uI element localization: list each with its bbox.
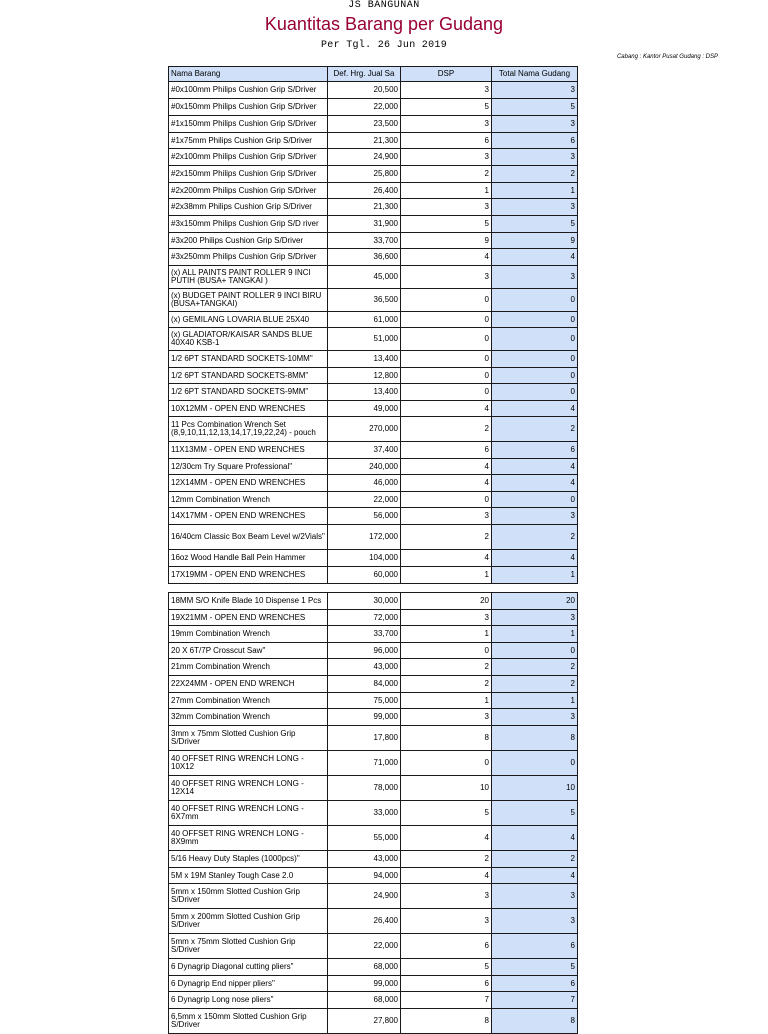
table-row	[169, 249, 578, 266]
total-qty-cell: 5	[492, 216, 578, 233]
total-qty-cell: 0	[492, 289, 578, 312]
dsp-qty-cell: 4	[401, 401, 492, 417]
price-cell: 55,000	[328, 826, 401, 851]
table-row	[169, 826, 578, 851]
dsp-qty-cell: 4	[401, 550, 492, 567]
dsp-qty-cell: 3	[401, 709, 492, 726]
total-qty-cell: 6	[492, 934, 578, 959]
total-qty-cell: 3	[492, 149, 578, 166]
total-qty-cell: 1	[492, 693, 578, 709]
total-qty-cell: 3	[492, 884, 578, 909]
inventory-table-part-1	[168, 66, 578, 584]
dsp-qty-cell: 0	[401, 643, 492, 659]
price-cell: 36,600	[328, 249, 401, 266]
item-name-cell: 12/30cm Try Square Professional"	[169, 459, 328, 475]
table-row	[169, 183, 578, 199]
item-name-cell: (x) BUDGET PAINT ROLLER 9 INCI BIRU (BUSA+TANGKAI)	[169, 289, 328, 312]
total-qty-cell: 5	[492, 99, 578, 116]
price-cell: 24,900	[328, 884, 401, 909]
table-row	[169, 384, 578, 401]
item-name-cell: #2x100mm Philips Cushion Grip S/Driver	[169, 149, 328, 166]
table-row	[169, 459, 578, 475]
dsp-qty-cell: 3	[401, 266, 492, 289]
price-cell: 13,400	[328, 351, 401, 368]
dsp-qty-cell: 2	[401, 659, 492, 676]
dsp-qty-cell: 2	[401, 851, 492, 868]
table-row	[169, 289, 578, 312]
total-qty-cell: 6	[492, 976, 578, 992]
dsp-qty-cell: 0	[401, 312, 492, 328]
item-name-cell: 5/16 Heavy Duty Staples (1000pcs)"	[169, 851, 328, 868]
table-row	[169, 851, 578, 868]
price-cell: 36,500	[328, 289, 401, 312]
table-row	[169, 368, 578, 384]
column-header-total: Total Nama Gudang	[492, 67, 578, 82]
table-row	[169, 959, 578, 976]
report-date: Per Tgl. 26 Jun 2019	[320, 40, 448, 51]
dsp-qty-cell: 3	[401, 610, 492, 626]
total-qty-cell: 3	[492, 266, 578, 289]
dsp-qty-cell: 2	[401, 417, 492, 442]
total-qty-cell: 6	[492, 133, 578, 149]
total-qty-cell: 5	[492, 801, 578, 826]
item-name-cell: 5mm x 75mm Slotted Cushion Grip S/Driver	[169, 934, 328, 959]
price-cell: 37,400	[328, 442, 401, 459]
table-row	[169, 976, 578, 992]
price-cell: 22,000	[328, 99, 401, 116]
table-row	[169, 199, 578, 216]
price-cell: 78,000	[328, 776, 401, 801]
item-name-cell: 22X24MM - OPEN END WRENCH	[169, 676, 328, 693]
price-cell: 24,900	[328, 149, 401, 166]
dsp-qty-cell: 9	[401, 233, 492, 249]
item-name-cell: #0x150mm Philips Cushion Grip S/Driver	[169, 99, 328, 116]
dsp-qty-cell: 1	[401, 626, 492, 643]
table-row	[169, 776, 578, 801]
item-name-cell: (x) GLADIATOR/KAISAR SANDS BLUE 40X40 KSB-1	[169, 328, 328, 351]
dsp-qty-cell: 0	[401, 328, 492, 351]
dsp-qty-cell: 3	[401, 909, 492, 934]
column-header-price: Def. Hrg. Jual Sa	[328, 67, 401, 82]
price-cell: 270,000	[328, 417, 401, 442]
dsp-qty-cell: 20	[401, 593, 492, 610]
table-row	[169, 550, 578, 567]
item-name-cell: #3x200 Philips Cushion Grip S/Driver	[169, 233, 328, 249]
dsp-qty-cell: 0	[401, 351, 492, 368]
total-qty-cell: 1	[492, 567, 578, 584]
total-qty-cell: 4	[492, 249, 578, 266]
dsp-qty-cell: 8	[401, 1009, 492, 1034]
price-cell: 27,800	[328, 1009, 401, 1034]
price-cell: 26,400	[328, 183, 401, 199]
total-qty-cell: 10	[492, 776, 578, 801]
table-row	[169, 82, 578, 99]
branch-warehouse-info: Cabang : Kantor Pusat Gudang : DSP	[616, 54, 718, 60]
item-name-cell: 40 OFFSET RING WRENCH LONG - 12X14	[169, 776, 328, 801]
price-cell: 99,000	[328, 709, 401, 726]
item-name-cell: 16oz Wood Handle Ball Pein Hammer	[169, 550, 328, 567]
dsp-qty-cell: 0	[401, 368, 492, 384]
total-qty-cell: 3	[492, 709, 578, 726]
price-cell: 72,000	[328, 610, 401, 626]
price-cell: 84,000	[328, 676, 401, 693]
table-row	[169, 643, 578, 659]
dsp-qty-cell: 7	[401, 992, 492, 1009]
table-row	[169, 166, 578, 183]
total-qty-cell: 2	[492, 166, 578, 183]
item-name-cell: #0x100mm Philips Cushion Grip S/Driver	[169, 82, 328, 99]
price-cell: 20,500	[328, 82, 401, 99]
dsp-qty-cell: 4	[401, 459, 492, 475]
table-row	[169, 149, 578, 166]
table-row	[169, 328, 578, 351]
dsp-qty-cell: 6	[401, 976, 492, 992]
dsp-qty-cell: 2	[401, 676, 492, 693]
item-name-cell: 40 OFFSET RING WRENCH LONG - 8X9mm	[169, 826, 328, 851]
dsp-qty-cell: 1	[401, 567, 492, 584]
dsp-qty-cell: 5	[401, 216, 492, 233]
price-cell: 21,300	[328, 199, 401, 216]
total-qty-cell: 3	[492, 508, 578, 525]
table-header-row	[169, 67, 578, 82]
total-qty-cell: 3	[492, 909, 578, 934]
price-cell: 33,000	[328, 801, 401, 826]
dsp-qty-cell: 3	[401, 149, 492, 166]
table-row	[169, 401, 578, 417]
item-name-cell: 5mm x 150mm Slotted Cushion Grip S/Driver	[169, 884, 328, 909]
price-cell: 99,000	[328, 976, 401, 992]
table-row	[169, 417, 578, 442]
total-qty-cell: 4	[492, 401, 578, 417]
table-row	[169, 567, 578, 584]
total-qty-cell: 0	[492, 328, 578, 351]
item-name-cell: 5mm x 200mm Slotted Cushion Grip S/Driver	[169, 909, 328, 934]
dsp-qty-cell: 4	[401, 475, 492, 492]
dsp-qty-cell: 1	[401, 183, 492, 199]
table-row	[169, 676, 578, 693]
table-row	[169, 99, 578, 116]
item-name-cell: #2x200mm Philips Cushion Grip S/Driver	[169, 183, 328, 199]
table-row	[169, 442, 578, 459]
item-name-cell: 27mm Combination Wrench	[169, 693, 328, 709]
item-name-cell: 6 Dynagrip Long nose pliers"	[169, 992, 328, 1009]
table-row	[169, 593, 578, 610]
total-qty-cell: 4	[492, 826, 578, 851]
table-row	[169, 751, 578, 776]
dsp-qty-cell: 5	[401, 801, 492, 826]
dsp-qty-cell: 3	[401, 82, 492, 99]
price-cell: 33,700	[328, 233, 401, 249]
total-qty-cell: 3	[492, 82, 578, 99]
table-row	[169, 726, 578, 751]
price-cell: 17,800	[328, 726, 401, 751]
price-cell: 45,000	[328, 266, 401, 289]
table-row	[169, 659, 578, 676]
item-name-cell: 5M x 19M Stanley Tough Case 2.0	[169, 868, 328, 884]
price-cell: 61,000	[328, 312, 401, 328]
total-qty-cell: 2	[492, 417, 578, 442]
total-qty-cell: 0	[492, 312, 578, 328]
item-name-cell: #1x150mm Philips Cushion Grip S/Driver	[169, 116, 328, 133]
dsp-qty-cell: 6	[401, 934, 492, 959]
column-header-dsp: DSP	[401, 67, 492, 82]
item-name-cell: 6 Dynagrip Diagonal cutting pliers"	[169, 959, 328, 976]
table-row	[169, 525, 578, 550]
table-row	[169, 133, 578, 149]
total-qty-cell: 6	[492, 442, 578, 459]
table-row	[169, 475, 578, 492]
price-cell: 12,800	[328, 368, 401, 384]
dsp-qty-cell: 6	[401, 442, 492, 459]
item-name-cell: 1/2 6PT STANDARD SOCKETS-9MM"	[169, 384, 328, 401]
dsp-qty-cell: 10	[401, 776, 492, 801]
price-cell: 51,000	[328, 328, 401, 351]
total-qty-cell: 2	[492, 851, 578, 868]
report-title: Kuantitas Barang per Gudang	[264, 14, 504, 34]
price-cell: 75,000	[328, 693, 401, 709]
total-qty-cell: 3	[492, 116, 578, 133]
price-cell: 25,800	[328, 166, 401, 183]
table-row	[169, 508, 578, 525]
item-name-cell: #2x150mm Philips Cushion Grip S/Driver	[169, 166, 328, 183]
dsp-qty-cell: 1	[401, 693, 492, 709]
dsp-qty-cell: 4	[401, 826, 492, 851]
table-row	[169, 492, 578, 508]
total-qty-cell: 20	[492, 593, 578, 610]
item-name-cell: 1/2 6PT STANDARD SOCKETS-10MM"	[169, 351, 328, 368]
total-qty-cell: 5	[492, 959, 578, 976]
price-cell: 43,000	[328, 659, 401, 676]
dsp-qty-cell: 5	[401, 959, 492, 976]
price-cell: 60,000	[328, 567, 401, 584]
total-qty-cell: 2	[492, 525, 578, 550]
price-cell: 22,000	[328, 492, 401, 508]
total-qty-cell: 8	[492, 1009, 578, 1034]
dsp-qty-cell: 4	[401, 249, 492, 266]
price-cell: 240,000	[328, 459, 401, 475]
item-name-cell: 6 Dynagrip End nipper pliers"	[169, 976, 328, 992]
total-qty-cell: 4	[492, 459, 578, 475]
price-cell: 56,000	[328, 508, 401, 525]
table-row	[169, 884, 578, 909]
total-qty-cell: 0	[492, 384, 578, 401]
dsp-qty-cell: 0	[401, 289, 492, 312]
price-cell: 22,000	[328, 934, 401, 959]
item-name-cell: #3x150mm Philips Cushion Grip S/D river	[169, 216, 328, 233]
table-row	[169, 909, 578, 934]
dsp-qty-cell: 8	[401, 726, 492, 751]
total-qty-cell: 0	[492, 492, 578, 508]
price-cell: 68,000	[328, 992, 401, 1009]
total-qty-cell: 8	[492, 726, 578, 751]
item-name-cell: 10X12MM - OPEN END WRENCHES	[169, 401, 328, 417]
company-name: JS BANGUNAN	[348, 0, 420, 11]
table-row	[169, 233, 578, 249]
total-qty-cell: 4	[492, 868, 578, 884]
total-qty-cell: 2	[492, 676, 578, 693]
inventory-table-part-2	[168, 592, 578, 1034]
table-row	[169, 1009, 578, 1034]
item-name-cell: 11 Pcs Combination Wrench Set (8,9,10,11,12,13,14,17,19,22,24) - pouch	[169, 417, 328, 442]
item-name-cell: 40 OFFSET RING WRENCH LONG - 6X7mm	[169, 801, 328, 826]
item-name-cell: 12X14MM - OPEN END WRENCHES	[169, 475, 328, 492]
total-qty-cell: 4	[492, 550, 578, 567]
table-row	[169, 709, 578, 726]
total-qty-cell: 3	[492, 610, 578, 626]
item-name-cell: (x) ALL PAINTS PAINT ROLLER 9 INCI PUTIH (BUSA+ TANGKAI )	[169, 266, 328, 289]
price-cell: 31,900	[328, 216, 401, 233]
item-name-cell: 40 OFFSET RING WRENCH LONG - 10X12	[169, 751, 328, 776]
dsp-qty-cell: 3	[401, 199, 492, 216]
item-name-cell: 18MM S/O Knife Blade 10 Dispense 1 Pcs	[169, 593, 328, 610]
price-cell: 104,000	[328, 550, 401, 567]
price-cell: 23,500	[328, 116, 401, 133]
price-cell: 49,000	[328, 401, 401, 417]
dsp-qty-cell: 2	[401, 525, 492, 550]
item-name-cell: (x) GEMILANG LOVARIA BLUE 25X40	[169, 312, 328, 328]
dsp-qty-cell: 3	[401, 508, 492, 525]
table-row	[169, 116, 578, 133]
dsp-qty-cell: 3	[401, 116, 492, 133]
dsp-qty-cell: 6	[401, 133, 492, 149]
total-qty-cell: 1	[492, 183, 578, 199]
item-name-cell: 21mm Combination Wrench	[169, 659, 328, 676]
total-qty-cell: 2	[492, 659, 578, 676]
item-name-cell: 19X21MM - OPEN END WRENCHES	[169, 610, 328, 626]
item-name-cell: 20 X 6T/7P Crosscut Saw"	[169, 643, 328, 659]
item-name-cell: #3x250mm Philips Cushion Grip S/Driver	[169, 249, 328, 266]
price-cell: 30,000	[328, 593, 401, 610]
item-name-cell: #2x38mm Philips Cushion Grip S/Driver	[169, 199, 328, 216]
item-name-cell: #1x75mm Philips Cushion Grip S/Driver	[169, 133, 328, 149]
dsp-qty-cell: 3	[401, 884, 492, 909]
price-cell: 46,000	[328, 475, 401, 492]
table-row	[169, 216, 578, 233]
table-row	[169, 351, 578, 368]
dsp-qty-cell: 0	[401, 384, 492, 401]
total-qty-cell: 0	[492, 643, 578, 659]
item-name-cell: 19mm Combination Wrench	[169, 626, 328, 643]
price-cell: 172,000	[328, 525, 401, 550]
item-name-cell: 17X19MM - OPEN END WRENCHES	[169, 567, 328, 584]
dsp-qty-cell: 5	[401, 99, 492, 116]
price-cell: 13,400	[328, 384, 401, 401]
price-cell: 33,700	[328, 626, 401, 643]
table-row	[169, 801, 578, 826]
price-cell: 21,300	[328, 133, 401, 149]
dsp-qty-cell: 0	[401, 492, 492, 508]
dsp-qty-cell: 4	[401, 868, 492, 884]
price-cell: 94,000	[328, 868, 401, 884]
item-name-cell: 6,5mm x 150mm Slotted Cushion Grip S/Driver	[169, 1009, 328, 1034]
item-name-cell: 1/2 6PT STANDARD SOCKETS-8MM"	[169, 368, 328, 384]
dsp-qty-cell: 2	[401, 166, 492, 183]
item-name-cell: 14X17MM - OPEN END WRENCHES	[169, 508, 328, 525]
price-cell: 43,000	[328, 851, 401, 868]
total-qty-cell: 0	[492, 351, 578, 368]
table-row	[169, 266, 578, 289]
dsp-qty-cell: 0	[401, 751, 492, 776]
price-cell: 96,000	[328, 643, 401, 659]
total-qty-cell: 0	[492, 368, 578, 384]
item-name-cell: 32mm Combination Wrench	[169, 709, 328, 726]
total-qty-cell: 3	[492, 199, 578, 216]
price-cell: 71,000	[328, 751, 401, 776]
total-qty-cell: 4	[492, 475, 578, 492]
item-name-cell: 16/40cm Classic Box Beam Level w/2Vials"	[169, 525, 328, 550]
table-row	[169, 934, 578, 959]
price-cell: 26,400	[328, 909, 401, 934]
table-row	[169, 610, 578, 626]
table-row	[169, 693, 578, 709]
column-header-item-name: Nama Barang	[169, 67, 328, 82]
total-qty-cell: 0	[492, 751, 578, 776]
table-row	[169, 868, 578, 884]
item-name-cell: 12mm Combination Wrench	[169, 492, 328, 508]
price-cell: 68,000	[328, 959, 401, 976]
table-row	[169, 626, 578, 643]
item-name-cell: 3mm x 75mm Slotted Cushion Grip S/Driver	[169, 726, 328, 751]
total-qty-cell: 7	[492, 992, 578, 1009]
total-qty-cell: 9	[492, 233, 578, 249]
item-name-cell: 11X13MM - OPEN END WRENCHES	[169, 442, 328, 459]
total-qty-cell: 1	[492, 626, 578, 643]
table-row	[169, 992, 578, 1009]
table-row	[169, 312, 578, 328]
